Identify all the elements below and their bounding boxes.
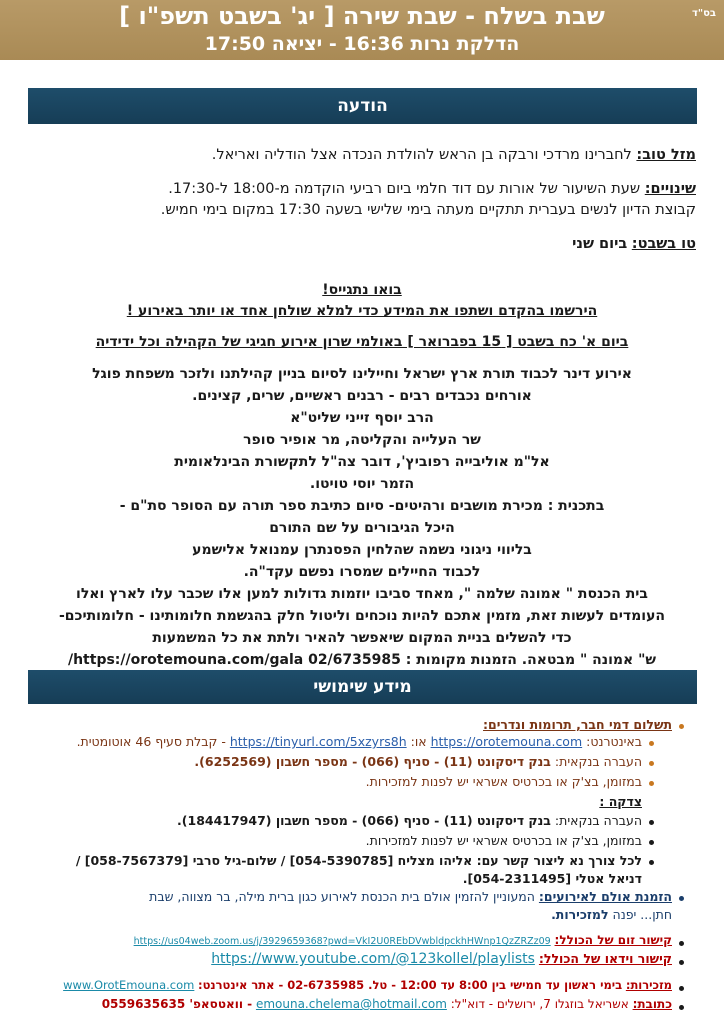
event-line: בתכנית : מכירת מושבים ורהיטים- סיום כתיבת ספר תורה עם הסופר סת"ם - [119,498,605,514]
event-date-line: ביום א' כח בשבט [ 15 בפברואר ] באולמי שרון אירוע חגיגי של הקהילה וכל ידידיה [95,334,629,350]
mazal-tov-text: לחברינו מרדכי ורבקה בן הראש להולדת הנכדה אצל הודליה ואריאל. [211,147,632,163]
bullet-icon [649,840,654,845]
event-line: אירוע דינר לכבוד תורת ארץ ישראל וחיילינו לסיום בניין קהילתנו ולזכר משפחת פוגל [92,366,632,382]
tzedaka-title: צדקה : [599,794,642,809]
event-line: בליווי ניגוני נשמה שהלחין הפסנתרן עמנואל אלישמע [192,542,532,558]
mazal-tov-notice [26,145,696,166]
bullet-icon [679,724,684,729]
bullet-icon [679,941,684,946]
useful-info-section-header: מידע שימושי [28,670,697,704]
bullet-icon [679,896,684,901]
payment-cash-row: במזומן, בצ'ק או בכרטיס אשראי יש לפנות למזכירות. [365,774,642,789]
contact-row-1: לכל צורך נא ליצור קשר עם: אליהו מצליח [054-5390785] / שלום-גיל סרבי [058-7567379] / [75,853,642,868]
mazal-tov-label: מזל טוב: [636,147,696,163]
event-line: העומדים לעשות זאת, מזמין אתכם להיות נוכחים וליטול חלק בהגשמת חלומותינו - חלומותיכם- [58,608,666,624]
event-line-reservations: ש" אמונה " מבטאה. הזמנות מקומות : 02/6735985 https://orotemouna.com/gala/ [67,652,657,668]
tu-bishvat-notice [26,234,696,255]
payments-title: תשלום דמי חבר, תרומות ונדרים: [483,717,672,732]
payment-bank-row: העברה בנקאית: בנק דיסקונט (11) - סניף (066) - מספר חשבון (6252569). [194,754,642,769]
event-line: הרב יוסף זייני שליט"א [290,410,434,426]
candle-times: הדלקת נרות 16:36 - יציאה 17:50 [204,33,520,55]
header-banner [0,0,724,60]
tu-bishvat-label: טו בשבט: [631,236,696,252]
event-line: לכבוד החיילים שמסרו נפשם עקד"ה. [243,564,481,580]
email-link[interactable]: emouna.chelema@hotmail.com [255,997,447,1011]
contact-row-2: דניאל אטלי [054-2311495]. [462,871,642,886]
event-line: הזמר יוסי טויטו. [309,476,415,492]
tinyurl-link[interactable]: https://tinyurl.com/5xzyrs8h [229,734,407,749]
page-title: שבת בשלח - שבת שירה [ יג' בשבט תשפ"ו ] [119,2,605,30]
event-line: שר העלייה והקליטה, מר אופיר סופר [243,432,481,448]
video-link[interactable]: https://www.youtube.com/@123kollel/playlists [211,951,535,967]
zoom-row: קישור זום של הכולל: https://us04web.zoom.us/j/3929659368?pwd=VkI2U0REbDVwbldpckhHWnp1QzZRZz09 [133,933,672,947]
notices-section-header: הודעה [28,88,697,124]
bullet-icon [649,781,654,786]
changes-label: שינויים: [644,181,696,197]
tzedaka-cash-row: במזומן, בצ'ק או בכרטיס אשראי יש לפנות למזכירות. [365,833,642,848]
bullet-icon [679,1005,684,1010]
event-line: אורחים נכבדים רבים - רבנים ראשיים, שרים, קצינים. [192,388,532,404]
event-come-heading: בואו נתגייס! [322,282,402,298]
bullet-icon [679,960,684,965]
bullet-icon [679,986,684,991]
address-row: כתובת: אשריאל בוזגלו 7, ירושלים - דוא"ל: emouna.chelema@hotmail.com - וואטסאפ' 0559635635 [101,997,672,1011]
event-line: כדי להשלים בניית המקום שיאפשר להאיר ולתת את כל המשמעות [152,630,572,646]
event-register-line: הירשמו בהקדם ושתפו את המידע כדי למלא שולחן אחד או יותר באירוע ! [126,303,598,319]
video-row: קישור וידאו של הכולל: https://www.youtube.com/@123kollel/playlists [211,951,672,967]
bullet-icon [649,761,654,766]
office-site-link[interactable]: www.OrotEmouna.com [63,978,195,992]
zoom-link[interactable]: https://us04web.zoom.us/j/3929659368?pwd=VkI2U0REbDVwbldpckhHWnp1QzZRZz09 [133,936,551,947]
website-link[interactable]: https://orotemouna.com [430,734,583,749]
tzedaka-bank-row: העברה בנקאית: בנק דיסקונט (11) - סניף (066) - מספר חשבון (184417947). [177,813,642,828]
hall-booking-row-2: חתן... יפנה למזכירות. [551,907,672,922]
payment-internet-row: באינטרנט: https://orotemouna.com או: https://tinyurl.com/5xzyrs8h - קבלת סעיף 46 אוטומטית. [76,734,642,749]
event-line: היכל הגיבורים על שם התורם [269,520,455,536]
event-line: אל"מ אוליבייה רפוביץ', דובר צה"ל לתקשורת הבינלאומית [174,454,550,470]
bullet-icon [649,741,654,746]
office-row: מזכירות: בימי ראשון עד חמישי בין 8:00 עד 12:00 - טל. 02-6735985 - אתר אינטרנט: www.OrotEmouna.com [63,978,672,992]
bsd-mark: בס"ד [692,8,716,19]
changes-line-2: קבוצת הדיון לנשים בעברית תתקיים מעתה בימי שלישי בשעה 17:30 במקום בימי חמיש. [160,202,696,218]
hall-booking-row: הזמנת אולם לאירועים: המעוניין להזמין אולם בית הכנסת לאירוע כגון ברית מילה, בר מצווה, שבת [149,889,672,904]
event-line: בית הכנסת " אמונה שלמה ", מאחד סביבו יוזמות גדולות למען אלו שכבר עלו לארץ ואלו [76,586,648,602]
bullet-icon [649,820,654,825]
bullet-icon [649,860,654,865]
changes-line-1: שעת השיעור של אורות עם דוד חלמי ביום רביעי הוקדמה מ-18:00 ל-17:30. [168,181,641,197]
changes-notice [26,179,696,200]
tu-bishvat-text: ביום שני [572,236,628,252]
